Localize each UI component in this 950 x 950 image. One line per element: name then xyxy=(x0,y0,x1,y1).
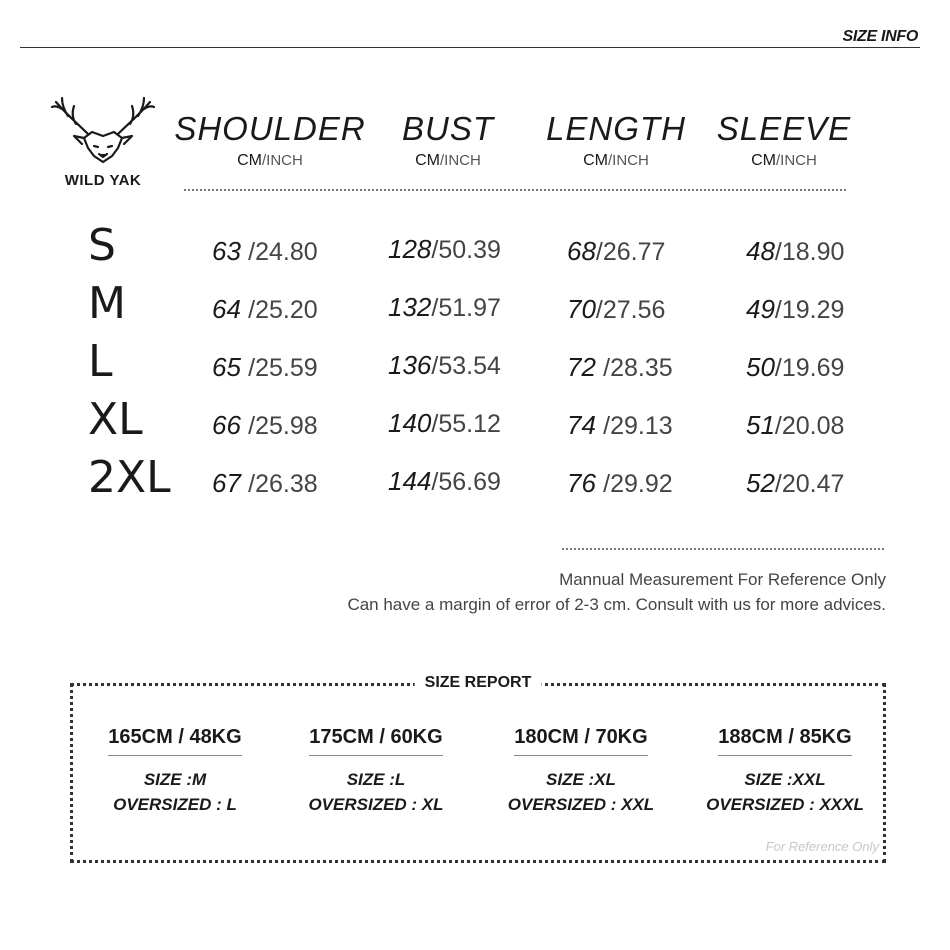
report-size: SIZE :L xyxy=(346,770,406,789)
header-divider xyxy=(20,47,920,48)
measurement-cell: 66 /25.98 xyxy=(212,410,318,440)
report-entry xyxy=(276,726,476,815)
deer-head-icon xyxy=(48,94,158,174)
report-size: SIZE :XL xyxy=(546,770,616,789)
brand-logo xyxy=(48,94,158,194)
measurement-cell: 70/27.56 xyxy=(567,294,666,324)
measurement-cell: 48/18.90 xyxy=(746,236,845,266)
measurement-cell: 67 /26.38 xyxy=(212,468,318,498)
measurement-cell: 63 /24.80 xyxy=(212,236,318,266)
measurement-cell: 74 /29.13 xyxy=(567,410,673,440)
measurement-cell: 128/50.39 xyxy=(388,234,501,264)
measurement-cell: 76 /29.92 xyxy=(567,468,673,498)
column-unit: CM/INCH xyxy=(583,152,649,169)
report-entry xyxy=(481,726,681,815)
size-report-title: SIZE REPORT xyxy=(415,674,542,692)
report-oversized: OVERSIZED : XXXL xyxy=(706,795,864,814)
report-entry xyxy=(685,726,885,815)
measurement-cell: 51/20.08 xyxy=(746,410,845,440)
size-label: XL xyxy=(88,394,143,445)
report-height-weight: 188CM / 85KG xyxy=(718,726,851,756)
report-size: SIZE :M xyxy=(143,770,207,789)
measurement-note: Mannual Measurement For Reference Only xyxy=(559,570,886,589)
column-title: BUST xyxy=(401,110,494,147)
notes-dotted-divider xyxy=(562,548,884,550)
measurement-cell: 68/26.77 xyxy=(567,236,666,266)
measurement-cell: 144/56.69 xyxy=(388,466,501,496)
size-label: M xyxy=(88,278,126,329)
column-header-shoulder xyxy=(170,110,370,170)
report-footnote: For Reference Only xyxy=(765,839,879,854)
report-height-weight: 175CM / 60KG xyxy=(309,726,442,756)
measurement-cell: 50/19.69 xyxy=(746,352,845,382)
report-entry xyxy=(75,726,275,815)
size-label: S xyxy=(88,220,116,271)
column-unit: CM/INCH xyxy=(237,152,303,169)
header-dotted-divider xyxy=(184,189,846,191)
report-oversized: OVERSIZED : XL xyxy=(308,795,444,814)
report-oversized: OVERSIZED : L xyxy=(113,795,237,814)
measurement-cell: 132/51.97 xyxy=(388,292,501,322)
column-title: SLEEVE xyxy=(716,110,852,147)
brand-name: WILD YAK xyxy=(64,172,142,189)
report-height-weight: 165CM / 48KG xyxy=(108,726,241,756)
report-size: SIZE :XXL xyxy=(744,770,826,789)
column-unit: CM/INCH xyxy=(751,152,817,169)
measurement-cell: 72 /28.35 xyxy=(567,352,673,382)
measurement-cell: 65 /25.59 xyxy=(212,352,318,382)
measurement-cell: 52/20.47 xyxy=(746,468,845,498)
margin-note: Can have a margin of error of 2-3 cm. Consult with us for more advices. xyxy=(347,595,886,614)
measurement-cell: 49/19.29 xyxy=(746,294,845,324)
size-label: L xyxy=(88,336,113,387)
column-title: SHOULDER xyxy=(174,110,366,147)
report-oversized: OVERSIZED : XXL xyxy=(507,795,655,814)
size-report-box xyxy=(70,674,886,863)
measurement-cell: 136/53.54 xyxy=(388,350,501,380)
column-title: LENGTH xyxy=(546,110,686,147)
report-height-weight: 180CM / 70KG xyxy=(514,726,647,756)
size-label: 2XL xyxy=(88,452,171,503)
column-unit: CM/INCH xyxy=(415,152,481,169)
page-title: SIZE INFO xyxy=(842,28,918,45)
column-header-sleeve xyxy=(684,110,884,170)
measurement-cell: 64 /25.20 xyxy=(212,294,318,324)
measurement-cell: 140/55.12 xyxy=(388,408,501,438)
